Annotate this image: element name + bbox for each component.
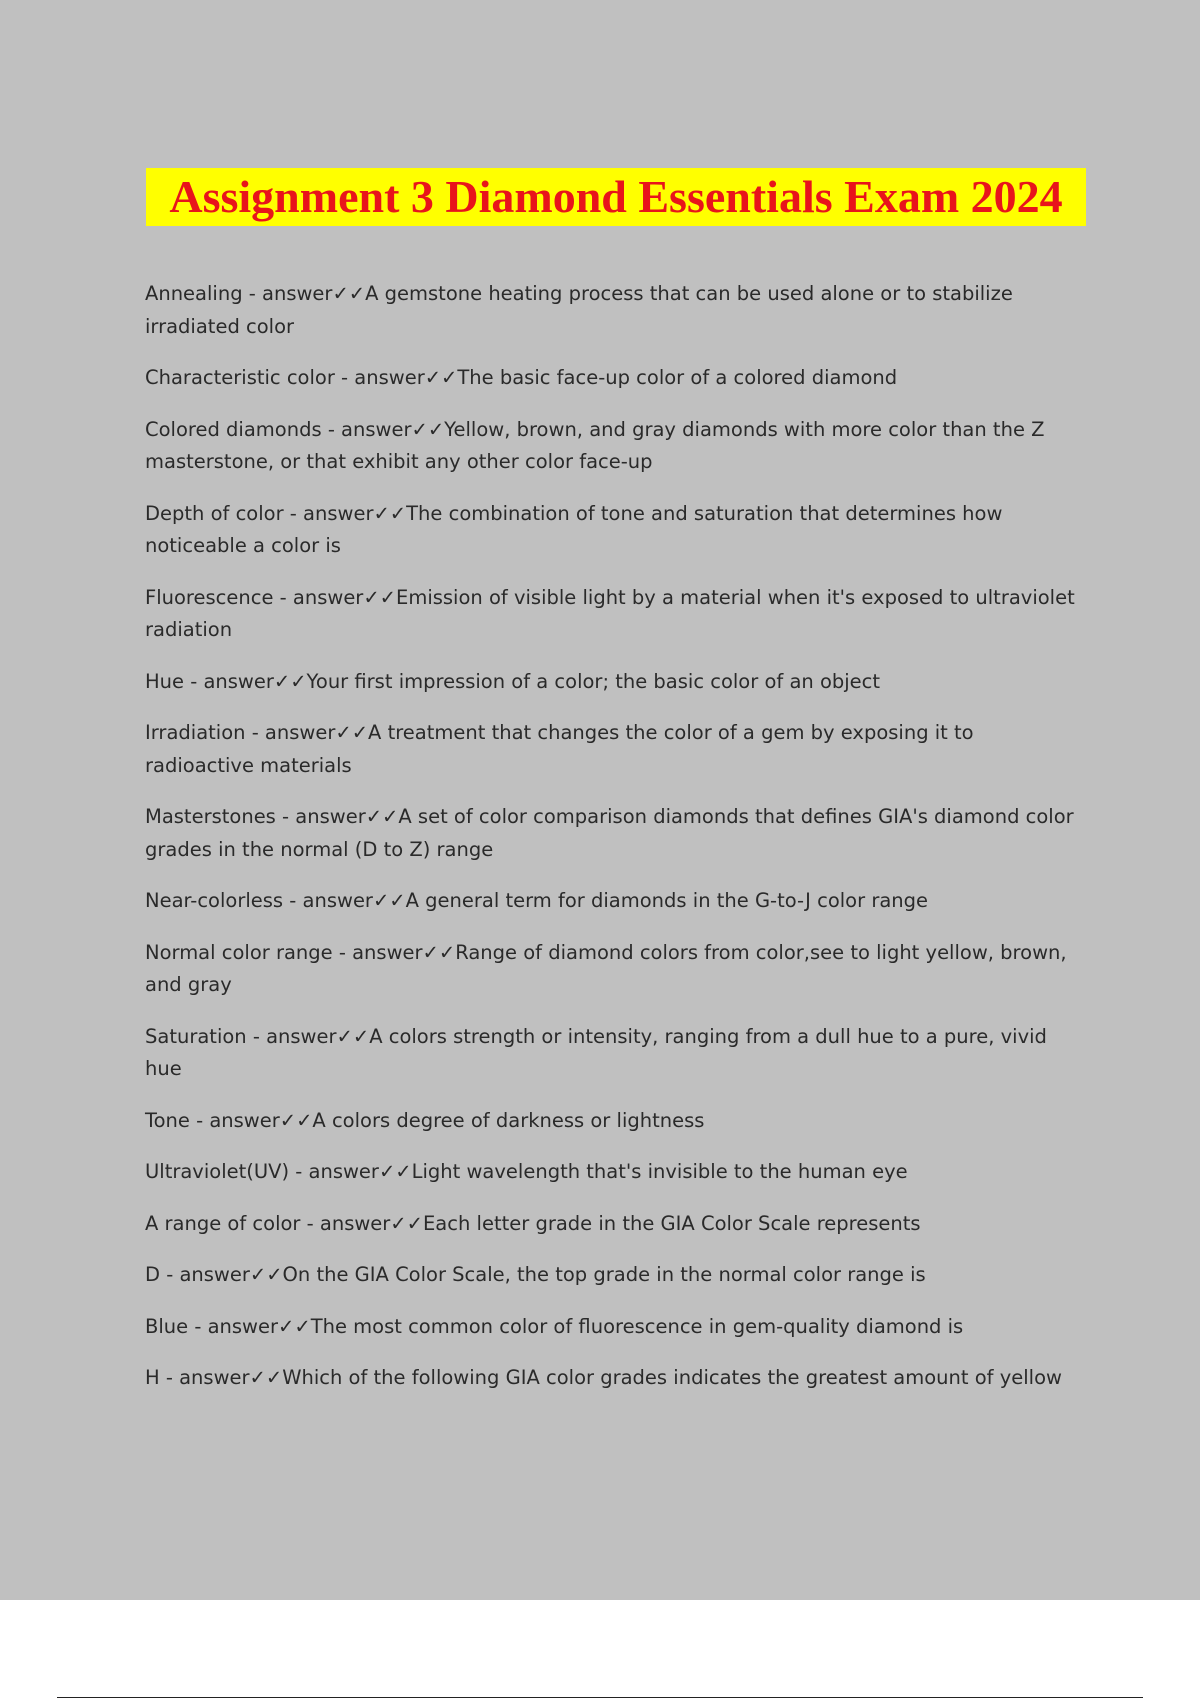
flashcard-entry-saturation: Saturation - answer✓✓A colors strength or intensity, ranging from a dull hue to a pure, vivid hue [145, 1024, 1047, 1080]
flashcard-entry-annealing: Annealing - answer✓✓A gemstone heating process that can be used alone or to stabilize irradiated color [145, 282, 1013, 338]
flashcard-list [145, 278, 1085, 1414]
flashcard-entry-masterstones: Masterstones - answer✓✓A set of color comparison diamonds that defines GIA's diamond color grades in the normal (D to Z) range [145, 805, 1074, 861]
flashcard-entry-h-grade: H - answer✓✓Which of the following GIA color grades indicates the greatest amount of yellow [145, 1366, 1062, 1389]
flashcard-entry-blue: Blue - answer✓✓The most common color of fluorescence in gem-quality diamond is [145, 1314, 964, 1338]
footer-divider [57, 1697, 1143, 1698]
flashcard-entry-ultraviolet: Ultraviolet(UV) - answer✓✓Light wavelength that's invisible to the human eye [145, 1160, 908, 1183]
document-title: Assignment 3 Diamond Essentials Exam 2024 [169, 171, 1063, 222]
flashcard-entry-range-of-color: A range of color - answer✓✓Each letter grade in the GIA Color Scale represents [145, 1211, 921, 1235]
title-highlight [146, 168, 1086, 226]
flashcard-entry-d-grade: D - answer✓✓On the GIA Color Scale, the top grade in the normal color range is [145, 1263, 926, 1286]
flashcard-entry-colored-diamonds: Colored diamonds - answer✓✓Yellow, brown, and gray diamonds with more color than the Z masterstone, or that exhibit any other color face-up [145, 417, 1045, 473]
flashcard-entry-tone: Tone - answer✓✓A colors degree of darkness or lightness [145, 1108, 705, 1132]
flashcard-entry-irradiation: Irradiation - answer✓✓A treatment that changes the color of a gem by exposing it to radioactive materials [145, 721, 974, 777]
flashcard-entry-characteristic-color: Characteristic color - answer✓✓The basic face-up color of a colored diamond [145, 366, 898, 389]
flashcard-entry-hue: Hue - answer✓✓Your first impression of a color; the basic color of an object [145, 669, 881, 693]
flashcard-entry-near-colorless: Near-colorless - answer✓✓A general term for diamonds in the G-to-J color range [145, 889, 929, 912]
flashcard-entry-fluorescence: Fluorescence - answer✓✓Emission of visible light by a material when it's exposed to ultraviolet radiation [145, 585, 1075, 641]
flashcard-entry-depth-of-color: Depth of color - answer✓✓The combination of tone and saturation that determines how noticeable a color is [145, 501, 1003, 557]
flashcard-entry-normal-color-range: Normal color range - answer✓✓Range of diamond colors from color,see to light yellow, brown, and gray [145, 940, 1067, 996]
